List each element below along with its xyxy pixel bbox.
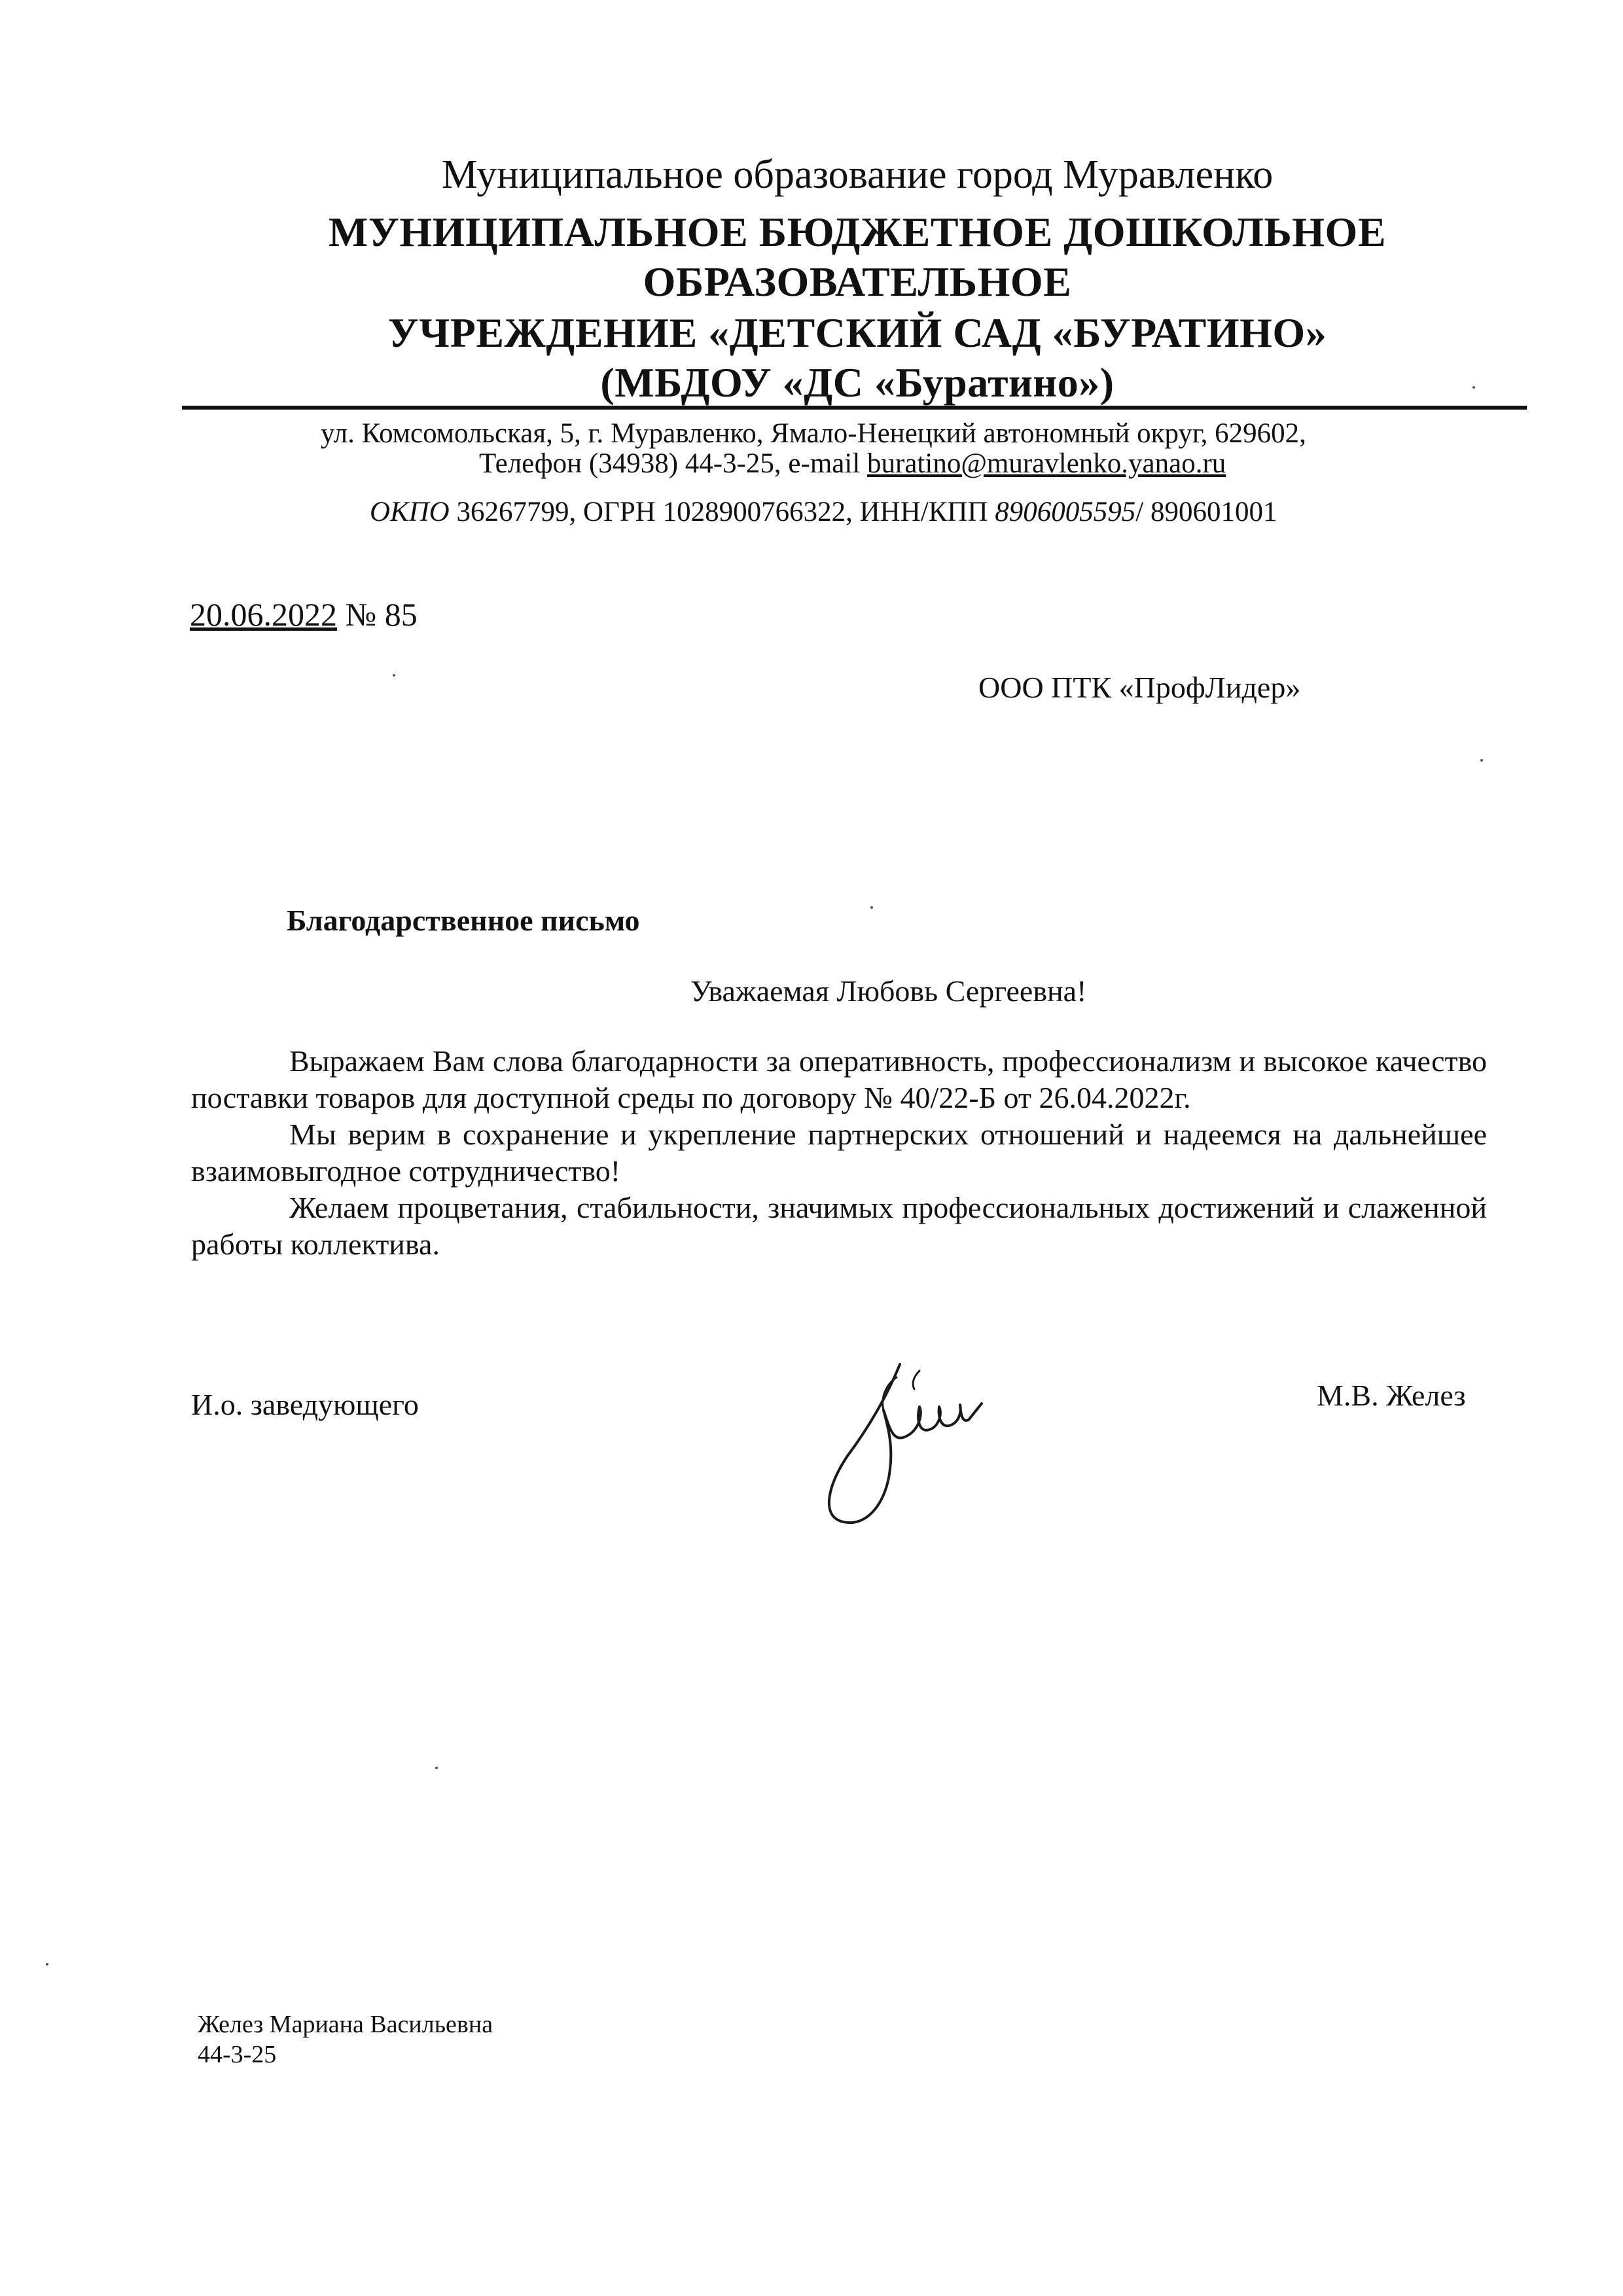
org-name-line-1: МУНИЦИПАЛЬНОЕ БЮДЖЕТНОЕ ДОШКОЛЬНОЕ [329,209,1386,255]
inn-value: 8906005595 [995,497,1136,527]
scan-speck [1472,386,1475,389]
signatory-name: М.В. Желез [1317,1379,1466,1412]
okpo-ogrn-values: 36267799, ОГРН 1028900766322, ИНН/КПП [449,497,995,527]
letter-title: Благодарственное письмо [287,904,640,937]
body-paragraph: Желаем процветания, стабильности, значимых профессиональных достижений и слаженной работы коллектива. [191,1191,1487,1261]
doc-date: 20.06.2022 [190,596,337,633]
number-sign: № [337,596,385,633]
org-email-link[interactable]: buratino@muravlenko.yanao.ru [867,448,1226,479]
kpp-value: / 890601001 [1135,497,1277,527]
handwritten-signature [821,1358,1024,1534]
org-contacts [479,448,1226,480]
org-short-name: (МБДОУ «ДС «Буратино») [600,359,1115,406]
signatory-position: И.о. заведующего [191,1388,419,1421]
org-name-line-2: ОБРАЗОВАТЕЛЬНОЕ [643,258,1072,305]
doc-number: 85 [384,596,418,633]
scan-speck [1480,759,1483,762]
org-address: ул. Комсомольская, 5, г. Муравленко, Ямало-Ненецкий автономный округ, 629602, [321,418,1306,449]
recipient: ООО ПТК «ПрофЛидер» [978,671,1301,704]
scan-speck [870,906,873,909]
org-phone: Телефон (34938) 44-3-25, e-mail [479,448,868,479]
greeting: Уважаемая Любовь Сергеевна! [690,974,1087,1008]
body-paragraph: Выражаем Вам слова благодарности за оперативность, профессионализм и высокое качество поставки товаров для доступной среды по договору № 40/22-Б от 26.04.2022г. [191,1044,1487,1114]
scan-speck [46,1963,48,1966]
scan-speck [393,674,395,677]
letterhead-divider [182,406,1527,410]
municipality-line: Муниципальное образование город Муравленко [441,152,1274,197]
okpo-label: ОКПО [370,497,450,527]
org-registration-ids [370,496,1277,528]
body-paragraph: Мы верим в сохранение и укрепление партнерских отношений и надеемся на дальнейшее взаимовыгодное сотрудничество! [191,1118,1487,1188]
org-name-line-3: УЧРЕЖДЕНИЕ «ДЕТСКИЙ САД «БУРАТИНО» [387,309,1327,356]
doc-date-number [190,595,418,633]
scan-speck [435,1767,438,1769]
executor-phone: 44-3-25 [198,2041,277,2068]
executor-name: Желез Мариана Васильевна [198,2011,493,2038]
